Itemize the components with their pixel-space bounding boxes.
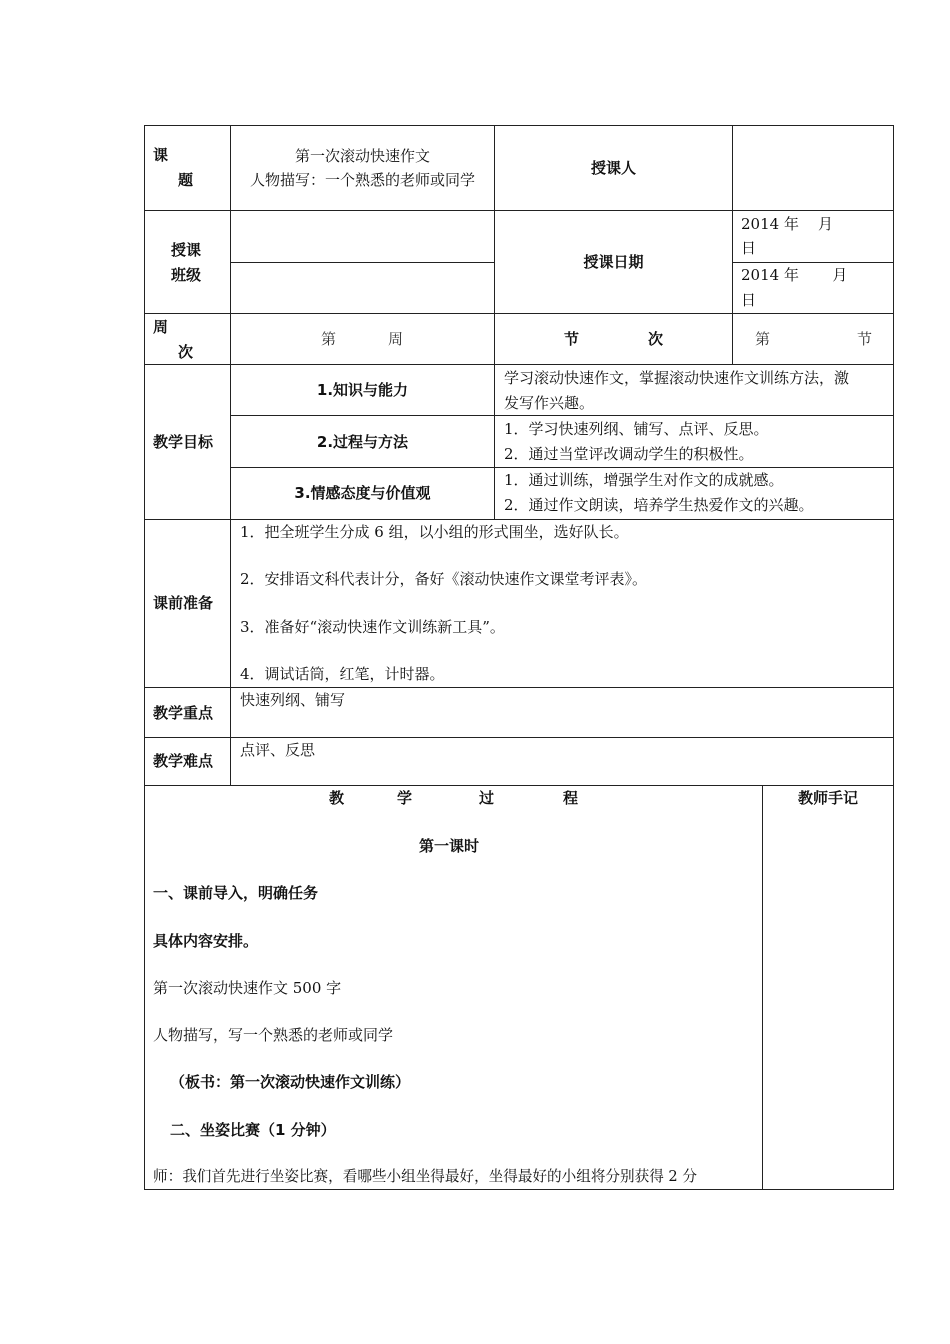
week-di: 第 xyxy=(321,330,337,348)
prep-item-4: 4．调试话筒，红笔，计时器。 xyxy=(240,665,445,683)
teacher-label: 授课人 xyxy=(590,159,636,177)
prep-item-1: 1．把全班学生分成 6 组，以小组的形式围坐，选好队长。 xyxy=(240,523,629,541)
goal-1-line-2: 发写作兴趣。 xyxy=(504,394,595,412)
class-value-cell-2 xyxy=(230,262,495,314)
date-1-line-1: 2014 年 月 xyxy=(741,215,834,233)
topic-label-1: 课 xyxy=(153,146,169,164)
period-ci: 次 xyxy=(648,330,664,348)
notes-label: 教师手记 xyxy=(797,789,858,807)
difficulty-value: 点评、反思 xyxy=(240,741,316,759)
period-label-cell xyxy=(494,313,733,365)
goal-1-name: 1.知识与能力 xyxy=(316,381,409,399)
process-heading-char-1: 教 xyxy=(329,789,345,807)
arrangement-heading: 具体内容安排。 xyxy=(153,932,259,950)
goal-3-line-1: 1．通过训练，增强学生对作文的成就感。 xyxy=(504,471,784,489)
class-label-2: 班级 xyxy=(171,266,202,284)
process-heading-char-2: 学 xyxy=(397,789,413,807)
process-line-2: 人物描写，写一个熟悉的老师或同学 xyxy=(153,1026,394,1044)
prep-label: 课前准备 xyxy=(153,594,214,612)
week-zhou: 周 xyxy=(388,330,404,348)
notes-cell xyxy=(762,785,894,1190)
difficulty-value-cell xyxy=(230,737,894,786)
prep-item-3: 3．准备好“滚动快速作文训练新工具”。 xyxy=(240,618,505,636)
date-2-line-2: 日 xyxy=(741,291,757,309)
section-2-heading: 二、坐姿比赛（1 分钟） xyxy=(170,1121,336,1139)
teacher-line: 师：我们首先进行坐姿比赛，看哪些小组坐得最好，坐得最好的小组将分别获得 2 分 xyxy=(153,1168,697,1185)
goals-label: 教学目标 xyxy=(153,433,214,451)
prep-item-2: 2．安排语文科代表计分，备好《滚动快速作文课堂考评表》。 xyxy=(240,570,648,588)
focus-label: 教学重点 xyxy=(153,704,214,722)
period-jie: 节 xyxy=(564,330,580,348)
process-line-1: 第一次滚动快速作文 500 字 xyxy=(153,979,342,997)
goal-2-line-1: 1．学习快速列纲、铺写、点评、反思。 xyxy=(504,420,769,438)
week-label-2: 次 xyxy=(178,343,194,361)
goal-2-name: 2.过程与方法 xyxy=(316,433,409,451)
topic-label-2: 题 xyxy=(178,171,194,189)
process-heading-char-3: 过 xyxy=(479,789,495,807)
week-label-1: 周 xyxy=(153,318,169,336)
board-note: （板书：第一次滚动快速作文训练） xyxy=(170,1073,411,1091)
week-value-cell xyxy=(230,313,495,365)
goal-3-name: 3.情感态度与价值观 xyxy=(294,484,431,502)
process-heading-char-4: 程 xyxy=(563,789,579,807)
date-label: 授课日期 xyxy=(583,253,644,271)
teacher-value-cell xyxy=(732,125,894,211)
period-jie-2: 节 xyxy=(857,330,873,348)
class-label-cell xyxy=(144,210,231,314)
difficulty-label: 教学难点 xyxy=(153,752,214,770)
goal-3-line-2: 2．通过作文朗读，培养学生热爱作文的兴趣。 xyxy=(504,496,814,514)
topic-line-2: 人物描写：一个熟悉的老师或同学 xyxy=(249,171,475,189)
topic-line-1: 第一次滚动快速作文 xyxy=(294,147,430,165)
lesson-title: 第一课时 xyxy=(419,837,480,855)
date-2-line-1: 2014 年 月 xyxy=(741,266,848,284)
focus-value: 快速列纲、铺写 xyxy=(240,691,346,709)
goal-2-line-2: 2．通过当堂评改调动学生的积极性。 xyxy=(504,445,754,463)
date-1-line-2: 日 xyxy=(741,239,757,257)
class-value-cell-1 xyxy=(230,210,495,263)
class-label-1: 授课 xyxy=(171,241,202,259)
goal-1-line-1: 学习滚动快速作文，掌握滚动快速作文训练方法，激 xyxy=(504,369,850,387)
period-di: 第 xyxy=(755,330,771,348)
section-1-heading: 一、课前导入，明确任务 xyxy=(153,884,319,902)
